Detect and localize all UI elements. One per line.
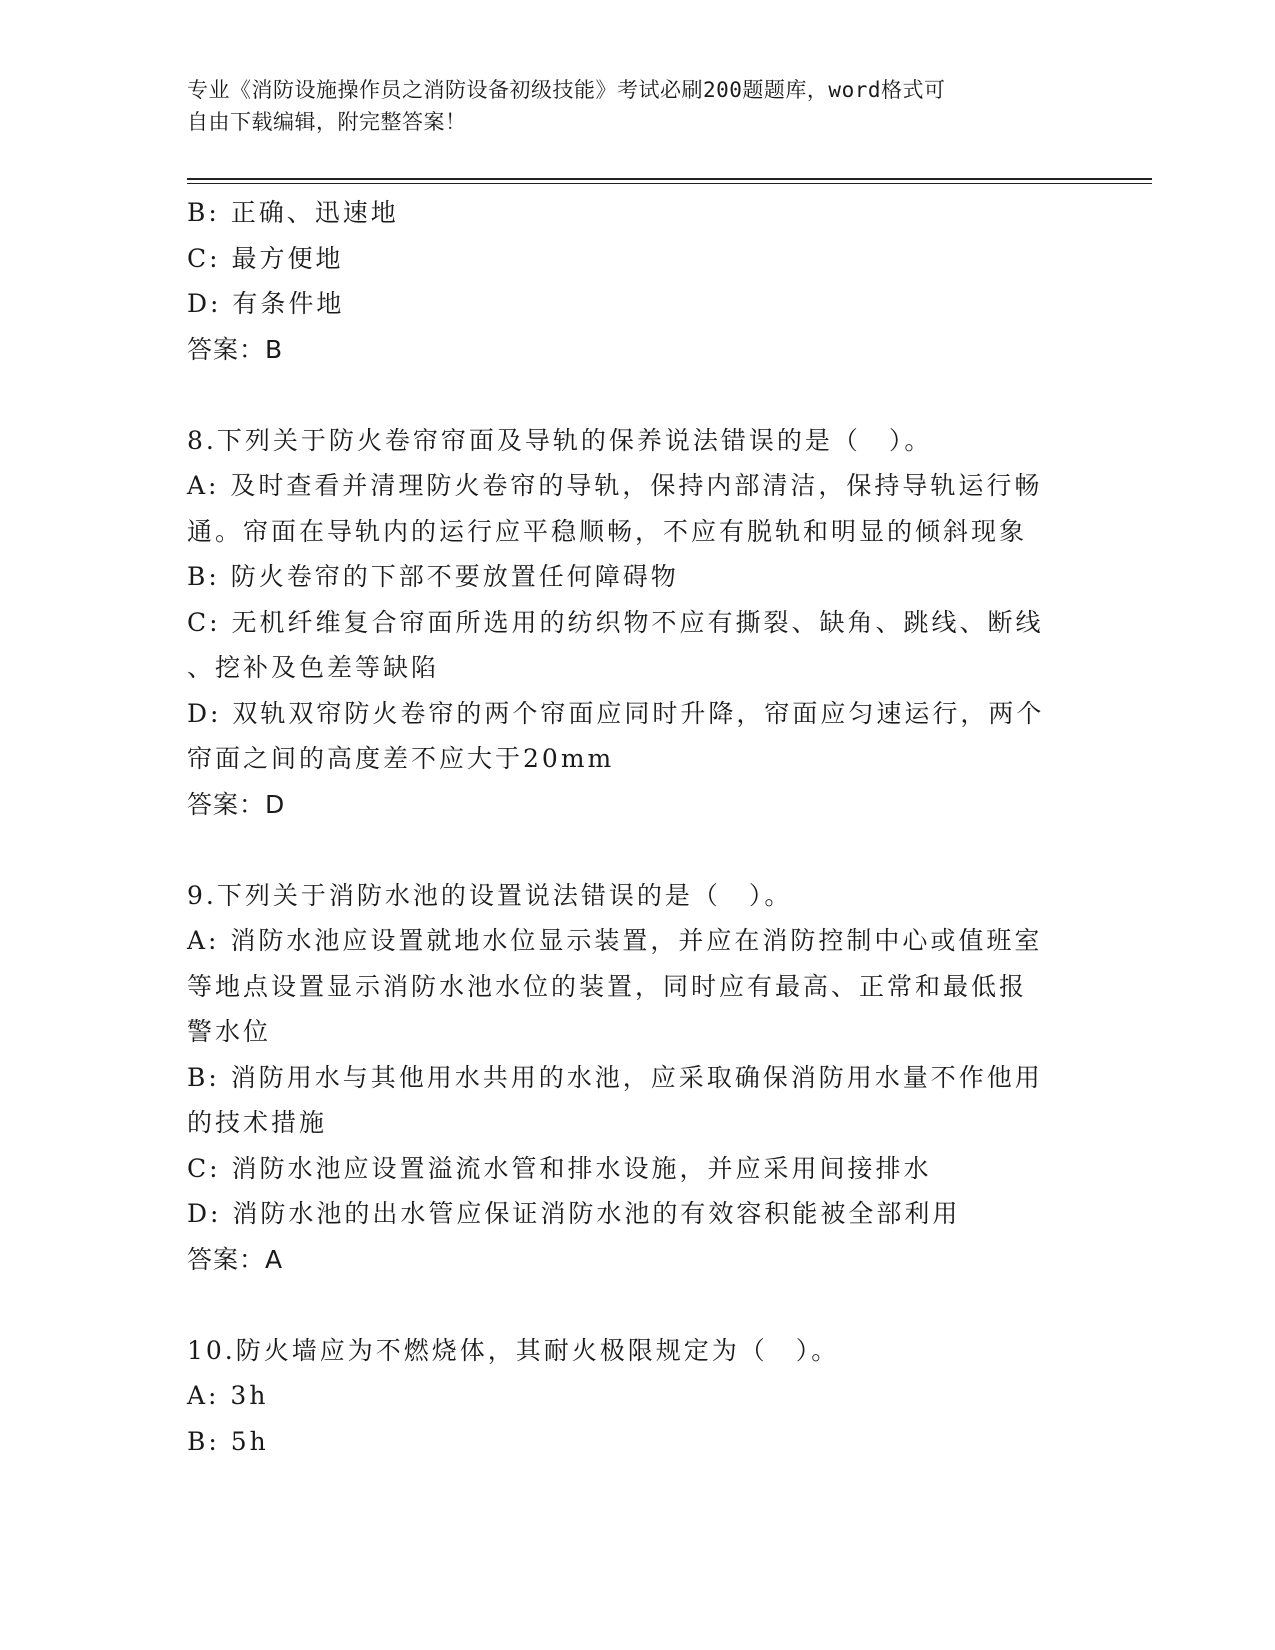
- spacer: [187, 372, 1087, 418]
- q10-option-b: B: 5h: [187, 1426, 269, 1456]
- q10-option-a: A: 3h: [187, 1381, 269, 1410]
- q8-question: 8.下列关于防火卷帘帘面及导轨的保养说法错误的是（ ）。: [187, 425, 933, 455]
- q7-option-d: D: 有条件地: [187, 289, 345, 318]
- q10-question: 10.防火墙应为不燃烧体，其耐火极限规定为（ ）。: [187, 1335, 840, 1365]
- question-9-block: [187, 873, 1087, 1283]
- q9-option-d: D: 消防水池的出水管应保证消防水池的有效容积能被全部利用: [187, 1199, 961, 1228]
- q8-option-d-line-2: 帘面之间的高度差不应大于20mm: [187, 744, 615, 773]
- q9-question: 9.下列关于消防水池的设置说法错误的是（ ）。: [187, 880, 793, 910]
- q9-option-b-line-1: B: 消防用水与其他用水共用的水池，应采取确保消防用水量不作他用: [187, 1062, 1043, 1092]
- spacer: [187, 827, 1087, 873]
- question-7-block: [187, 190, 1087, 372]
- question-10-block: [187, 1328, 1087, 1465]
- q9-answer: 答案：A: [187, 1244, 284, 1274]
- header-divider-thin: [187, 183, 1152, 184]
- header-line-1: 专业《消防设施操作员之消防设备初级技能》考试必刷200题题库，word格式可: [187, 78, 946, 102]
- q8-option-c-line-1: C: 无机纤维复合帘面所选用的纺织物不应有撕裂、缺角、跳线、断线: [187, 607, 1044, 637]
- q9-option-c: C: 消防水池应设置溢流水管和排水设施，并应采用间接排水: [187, 1153, 932, 1183]
- q8-option-b: B: 防火卷帘的下部不要放置任何障碍物: [187, 562, 679, 591]
- q8-option-d-line-1: D: 双轨双帘防火卷帘的两个帘面应同时升降，帘面应匀速运行，两个: [187, 698, 1045, 728]
- question-8-block: [187, 418, 1087, 828]
- q7-option-b: B: 正确、迅速地: [187, 198, 399, 227]
- page-header: [187, 74, 1067, 138]
- q7-answer: 答案：B: [187, 334, 284, 364]
- q8-option-c-line-2: 、挖补及色差等缺陷: [187, 653, 440, 682]
- header-divider-thick: [187, 178, 1152, 180]
- q8-option-a-line-1: A: 及时查看并清理防火卷帘的导轨，保持内部清洁，保持导轨运行畅: [187, 471, 1043, 500]
- question-content: [187, 190, 1087, 1464]
- header-line-2: 自由下载编辑，附完整答案！: [187, 110, 467, 134]
- q8-option-a-line-2: 通。帘面在导轨内的运行应平稳顺畅，不应有脱轨和明显的倾斜现象: [187, 516, 1028, 546]
- q7-option-c: C: 最方便地: [187, 243, 344, 273]
- q9-option-a-line-3: 警水位: [187, 1017, 272, 1046]
- q9-option-a-line-1: A: 消防水池应设置就地水位显示装置，并应在消防控制中心或值班室: [187, 926, 1043, 955]
- q9-option-a-line-2: 等地点设置显示消防水池水位的装置，同时应有最高、正常和最低报: [187, 971, 1028, 1001]
- q8-answer: 答案：D: [187, 789, 286, 819]
- q9-option-b-line-2: 的技术措施: [187, 1108, 328, 1137]
- spacer: [187, 1282, 1087, 1328]
